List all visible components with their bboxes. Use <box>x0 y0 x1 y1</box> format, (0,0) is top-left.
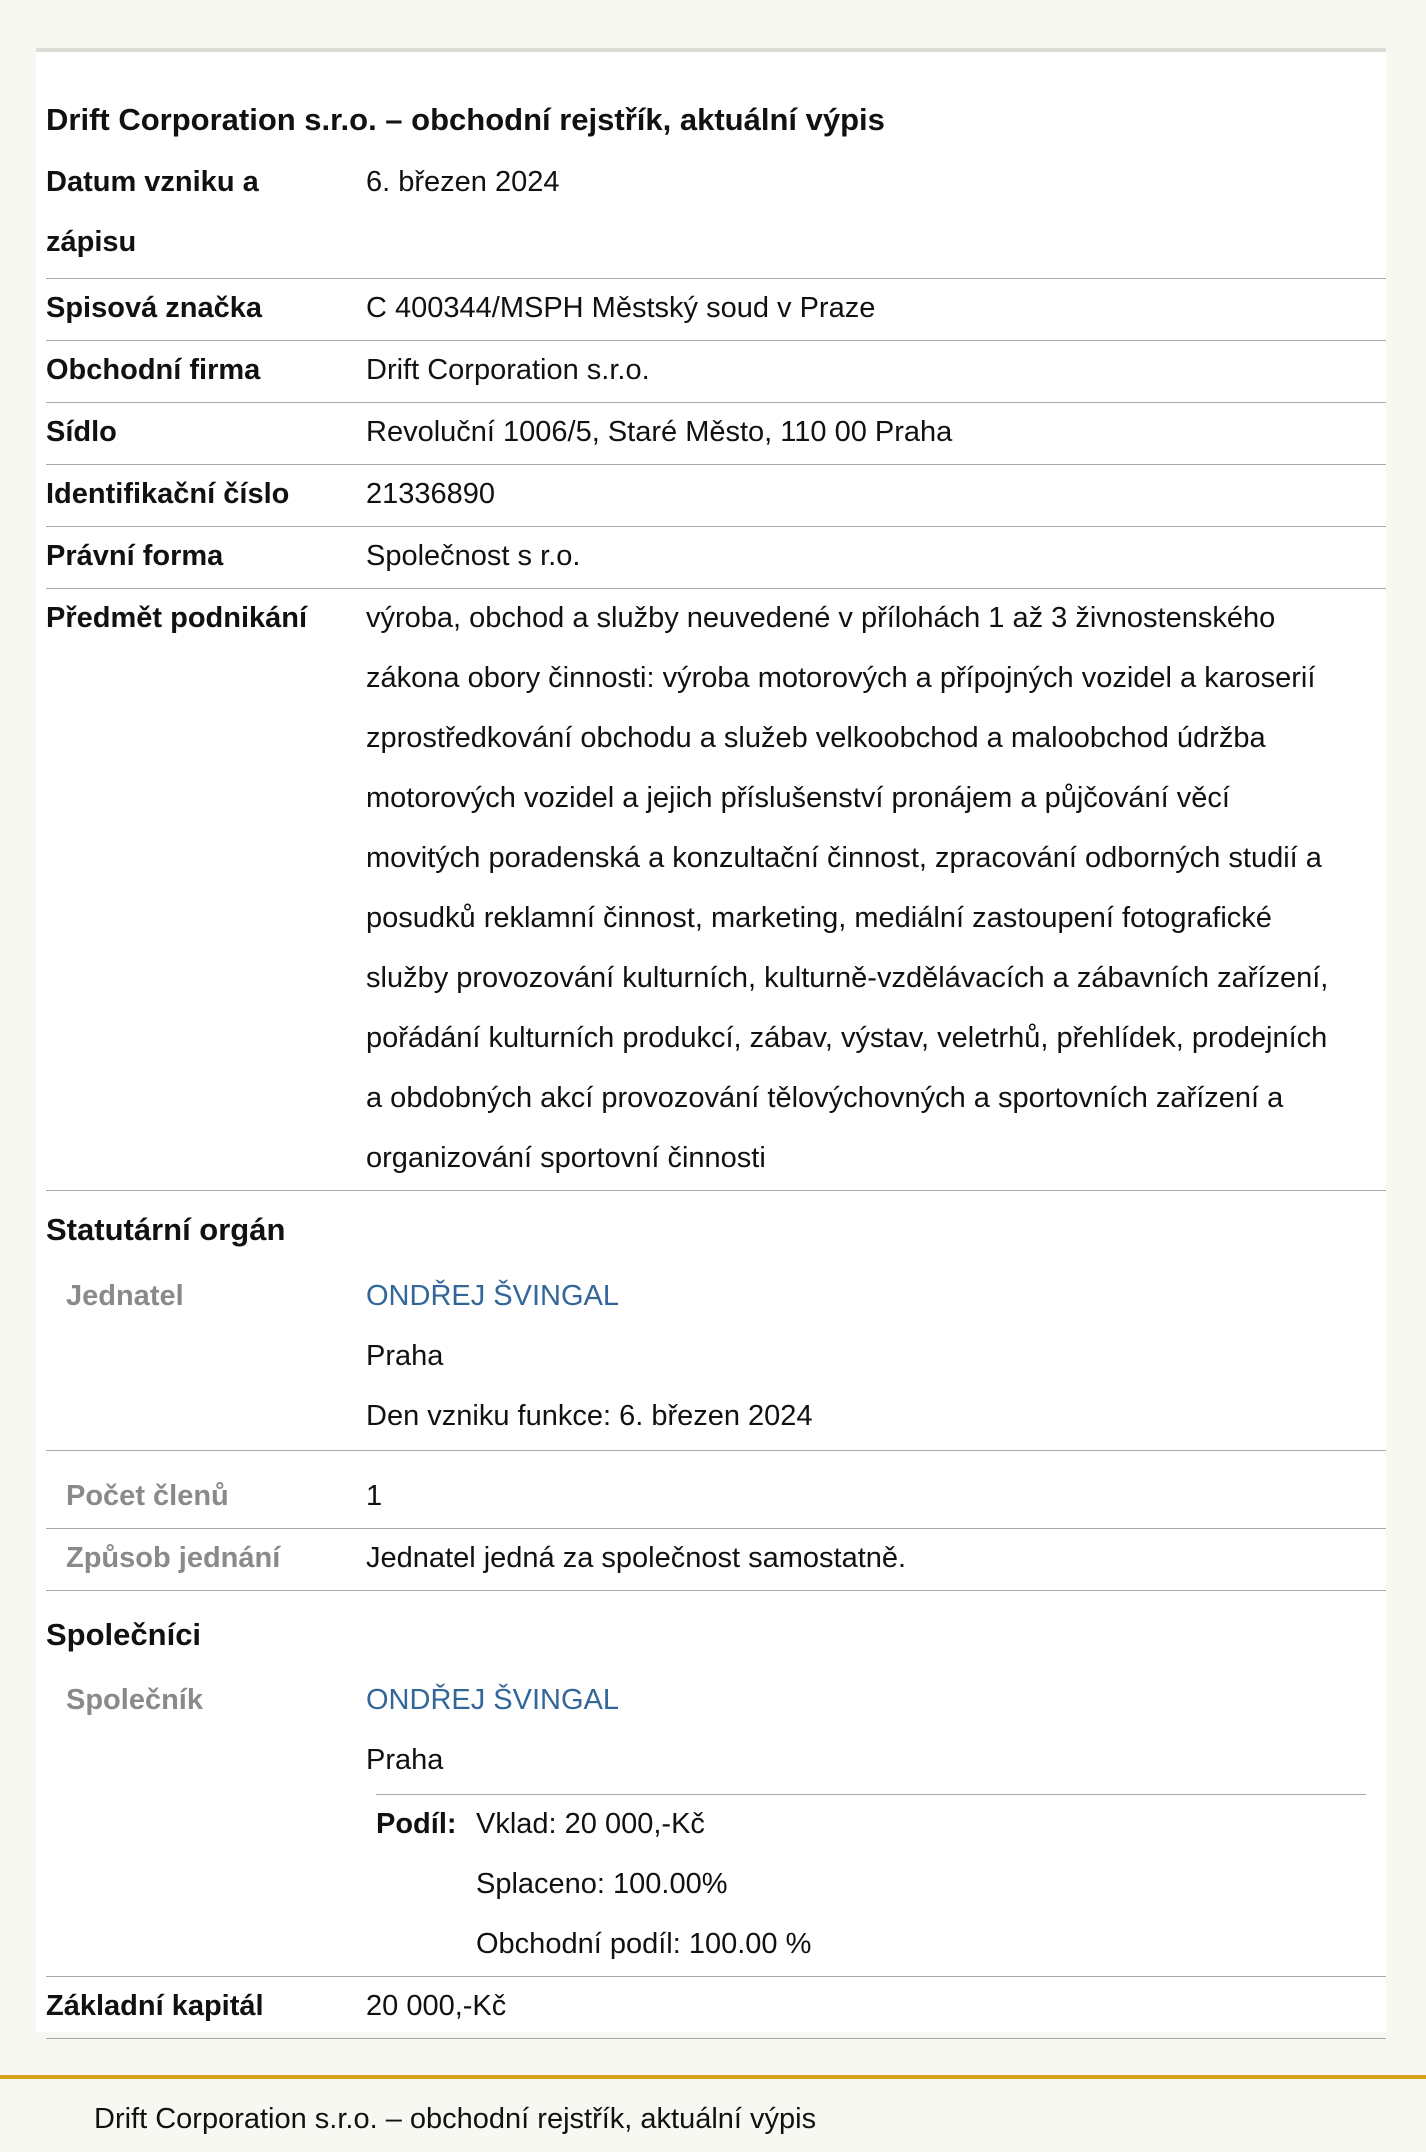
predmet-line: zákona obory činnosti: výroba motorových a přípojných vozidel a karoserií <box>366 662 1316 694</box>
jednatel-city: Praha <box>366 1340 444 1372</box>
document-title: Drift Corporation s.r.o. – obchodní rejstřík, aktuální výpis <box>46 102 885 137</box>
predmet-line: posudků reklamní činnost, marketing, mediální zastoupení fotografické <box>366 902 1272 934</box>
zpusob-jednani-label: Způsob jednání <box>66 1542 281 1574</box>
jednatel-since: Den vzniku funkce: 6. březen 2024 <box>366 1400 813 1432</box>
row-jednatel <box>46 1266 1386 1451</box>
obchodni-firma-label: Obchodní firma <box>46 354 261 386</box>
jednatel-label: Jednatel <box>66 1280 184 1312</box>
row-sidlo <box>46 402 1386 465</box>
spisova-znacka-label: Spisová značka <box>46 292 262 324</box>
ico-value: 21336890 <box>366 478 496 510</box>
vklad-value: Vklad: 20 000,-Kč <box>476 1808 705 1840</box>
datum-vzniku-label <box>46 152 356 272</box>
statutarni-organ-heading: Statutární orgán <box>46 1212 286 1247</box>
predmet-line: motorových vozidel a jejich příslušenství pronájem a půjčování věcí <box>366 782 1230 814</box>
pocet-clenu-label: Počet členů <box>66 1480 229 1512</box>
row-zpusob-jednani <box>46 1528 1386 1591</box>
row-zakladni-kapital <box>46 1976 1386 2039</box>
predmet-line: a obdobných akcí provozování tělovýchovných a sportovních zařízení a <box>366 1082 1284 1114</box>
jednatel-name-link[interactable]: ONDŘEJ ŠVINGAL <box>366 1280 619 1312</box>
register-extract-card <box>36 48 1386 2032</box>
datum-label-line-2: zápisu <box>46 226 137 258</box>
predmet-line: movitých poradenská a konzultační činnost, zpracování odborných studií a <box>366 842 1322 874</box>
sidlo-value: Revoluční 1006/5, Staré Město, 110 00 Praha <box>366 416 953 448</box>
obchodni-podil-value: Obchodní podíl: 100.00 % <box>476 1928 812 1960</box>
podil-label: Podíl: <box>376 1808 457 1840</box>
sidlo-label: Sídlo <box>46 416 117 448</box>
spolecnik-value <box>366 1670 1376 1790</box>
row-ico <box>46 464 1386 527</box>
predmet-podnikani-label: Předmět podnikání <box>46 602 308 634</box>
row-spisova-znacka <box>46 278 1386 341</box>
pravni-forma-value: Společnost s r.o. <box>366 540 581 572</box>
spisova-znacka-value: C 400344/MSPH Městský soud v Praze <box>366 292 876 324</box>
predmet-line: služby provozování kulturních, kulturně-vzdělávacích a zábavních zařízení, <box>366 962 1329 994</box>
row-pravni-forma <box>46 526 1386 589</box>
datum-label-line-1: Datum vzniku a <box>46 166 259 198</box>
zpusob-jednani-value: Jednatel jedná za společnost samostatně. <box>366 1542 907 1574</box>
obchodni-firma-value: Drift Corporation s.r.o. <box>366 354 650 386</box>
predmet-line: organizování sportovní činnosti <box>366 1142 766 1174</box>
pravni-forma-label: Právní forma <box>46 540 224 572</box>
zakladni-kapital-value: 20 000,-Kč <box>366 1990 507 2022</box>
spolecnik-city: Praha <box>366 1744 444 1776</box>
splaceno-value: Splaceno: 100.00% <box>476 1868 728 1900</box>
row-datum-vzniku <box>46 152 1386 279</box>
jednatel-value <box>366 1266 1376 1446</box>
row-spolecnik <box>46 1670 1386 1977</box>
spolecnik-name-link[interactable]: ONDŘEJ ŠVINGAL <box>366 1684 619 1716</box>
datum-vzniku-value: 6. březen 2024 <box>366 166 560 198</box>
spolecnici-heading: Společníci <box>46 1617 202 1652</box>
predmet-podnikani-value <box>366 588 1376 1188</box>
page-footer <box>0 2075 1426 2152</box>
spolecnik-label: Společník <box>66 1684 203 1716</box>
pocet-clenu-value: 1 <box>366 1480 383 1512</box>
zakladni-kapital-label: Základní kapitál <box>46 1990 264 2022</box>
predmet-line: pořádání kulturních produkcí, zábav, výstav, veletrhů, přehlídek, prodejních <box>366 1022 1328 1054</box>
row-pocet-clenu <box>46 1466 1386 1529</box>
predmet-line: zprostředkování obchodu a služeb velkoobchod a maloobchod údržba <box>366 722 1266 754</box>
ico-label: Identifikační číslo <box>46 478 290 510</box>
predmet-line: výroba, obchod a služby neuvedené v přílohách 1 až 3 živnostenského <box>366 602 1276 634</box>
row-obchodni-firma <box>46 340 1386 403</box>
row-predmet-podnikani <box>46 588 1386 1191</box>
footer-text: Drift Corporation s.r.o. – obchodní rejstřík, aktuální výpis <box>94 2103 817 2135</box>
